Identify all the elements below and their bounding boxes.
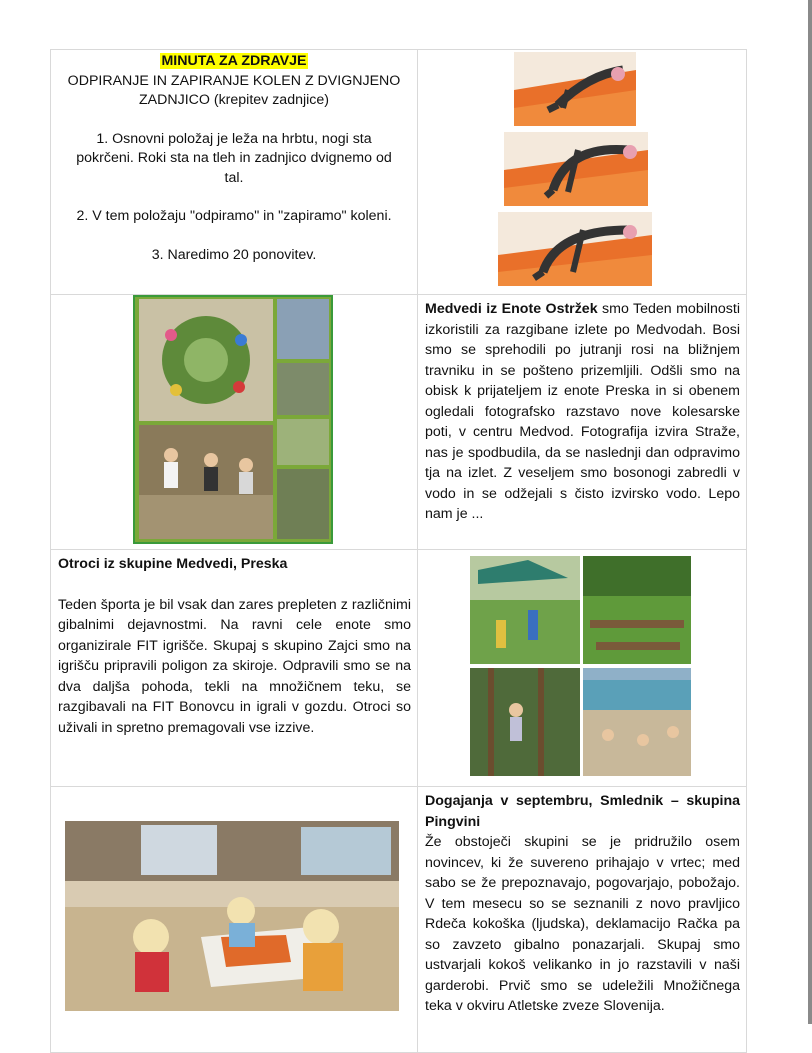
- exercise-text-cell: [51, 50, 418, 295]
- fit-playground-photo-2: [583, 556, 691, 664]
- collage-photo-small-1: [277, 299, 329, 359]
- exercise-photo-sequence: [418, 50, 746, 289]
- exercise-title-line2: ZADNJICO (krepitev zadnjice): [138, 92, 329, 108]
- collage-photo-small-3: [277, 419, 329, 465]
- pingvini-heading: Dogajanja v septembru, Smlednik – skupina Pingvini: [425, 793, 740, 830]
- exercise-step1-line1: 1. Osnovni položaj je leža na hrbtu, nogi sta: [96, 130, 372, 147]
- children-water-photo: [139, 425, 273, 539]
- collage-photo-cell: [51, 295, 418, 550]
- exercise-step3: 3. Naredimo 20 ponovitev.: [151, 246, 317, 263]
- exercise-step2: 2. V tem položaju "odpiramo" in "zapiramo" koleni.: [76, 208, 392, 224]
- pingvini-photo-cell: [51, 787, 418, 1053]
- exercise-photo-3: [498, 212, 652, 286]
- forest-climbing-photo: [470, 668, 580, 776]
- preska-photo-grid: [418, 550, 746, 781]
- collage-photo-small-4: [277, 469, 329, 539]
- barefoot-circle-photo: [139, 299, 273, 421]
- medvedi-lead: Medvedi iz Enote Ostržek: [425, 301, 598, 317]
- exercise-photo-1: [514, 52, 636, 126]
- section-highlight-title: MINUTA ZA ZDRAVJE: [161, 53, 307, 69]
- medvedi-text-cell: [418, 295, 747, 550]
- page-edge: [808, 0, 812, 1024]
- preska-heading: Otroci iz skupine Medvedi, Preska: [58, 556, 288, 572]
- preska-body: Teden športa je bil vsak dan zares prepleten z različnimi gibalnimi dejavnostmi. Na ravni cele enote smo organizirale FIT igrišče. Skupaj s skupino Zajci smo na igrišču pripravili poligon za skiroje. Odpravili smo se na dva daljša pohoda, tekli na množičnem teku, se razgibavali na FIT Bonovcu in igrali v gozdu. Otroci so uživali in spretno premagovali vse izzive.: [58, 596, 411, 736]
- medvedi-outdoor-collage: [51, 295, 417, 544]
- exercise-photo-2: [504, 132, 648, 206]
- collage-photo-small-2: [277, 363, 329, 415]
- pingvini-classroom-photo: [51, 787, 417, 1047]
- exercise-title-line1: ODPIRANJE IN ZAPIRANJE KOLEN Z DVIGNJENO: [67, 72, 401, 89]
- newsletter-table: [50, 49, 747, 1053]
- fit-playground-photo-1: [470, 556, 580, 664]
- medvedi-body: smo Teden mobilnosti izkoristili za razgibane izlete po Medvodah. Bosi smo se sprehodili po jutranji rosi na bližnjem travniku in se pošteno prizemljili. Odšli smo na obisk k prijateljem iz enote Preska in si obenem ogledali fotografsko razstavo nove kolesarske poti, v centru Medvod. Fotografija izvira Straže, nas je spodbudila, da se naslednji dan odpravimo tja na izlet. Z veseljem smo bosonogi zabredli v vodo in se odžejali s čisto izvirsko vodo. Lepo nam je ...: [425, 301, 740, 522]
- outdoor-exercise-photo: [583, 668, 691, 776]
- exercise-step1-line3: tal.: [224, 169, 244, 186]
- preska-text-cell: [51, 550, 418, 787]
- exercise-step1-line2: pokrčeni. Roki sta na tleh in zadnjico dvignemo od: [76, 150, 392, 166]
- pingvini-text-cell: [418, 787, 747, 1053]
- pingvini-body: Že obstoječi skupini se je pridružilo osem novincev, ki že suvereno prihajajo v vrtec; med sabo se že prepoznavajo, pogovarjajo, pobožajo. V tem mesecu so se seznanili z novo pravljico Rdeča kokoška (ljudska), deklamacijo Račka pa so zavzeto gibalno ponazarjali. Skupaj smo ustvarjali kokoš velikanko in jo razstavili v naši garderobi. Prvič smo se udeležili Množičnega teka v okviru Atletske zveze Slovenija.: [425, 834, 740, 1014]
- preska-photo-cell: [418, 550, 747, 787]
- exercise-photo-cell: [418, 50, 747, 295]
